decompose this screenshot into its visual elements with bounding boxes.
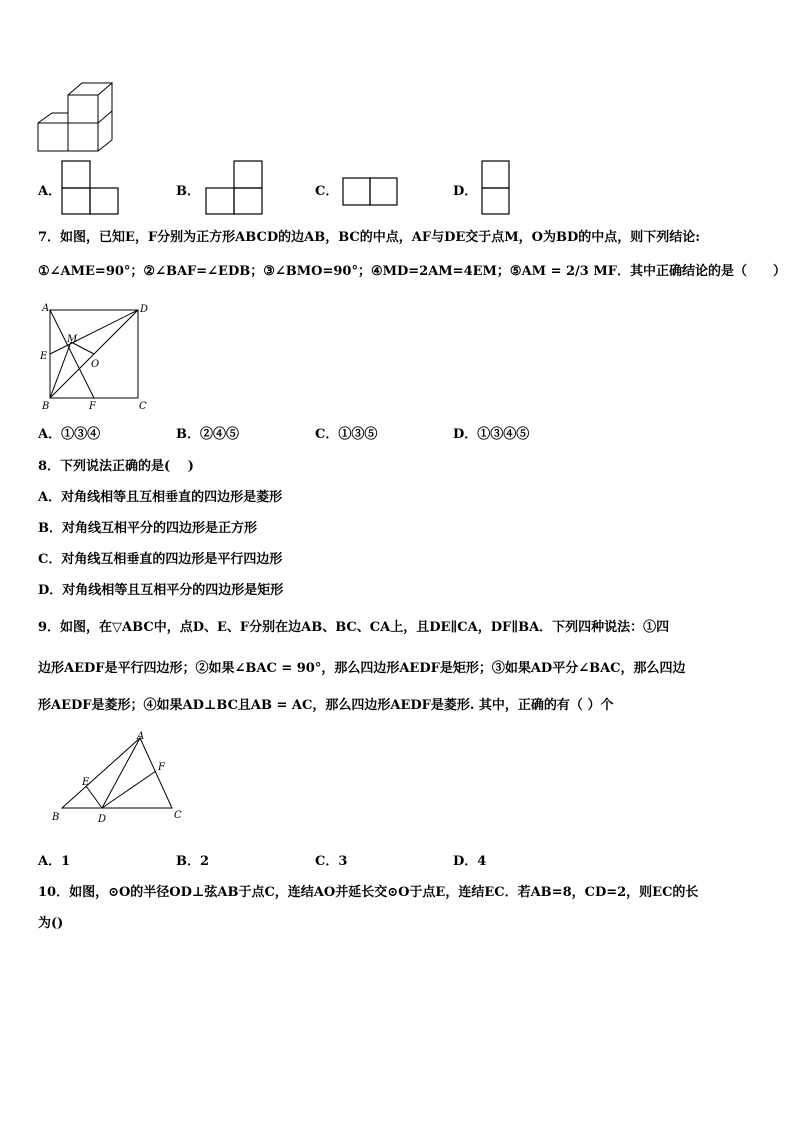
q9-option-a[interactable]: A．1 <box>38 854 71 869</box>
q9-label-c: C <box>174 810 182 821</box>
q6-option-d-label[interactable]: D． <box>453 184 478 199</box>
q6-cube-figure <box>36 80 116 155</box>
q9-label-d: D <box>98 814 107 825</box>
q9-label-f: F <box>158 762 165 773</box>
q9-line2: 边形AEDF是平行四边形；②如果∠BAC = 90°，那么四边形AEDF是矩形；③如果AD平分∠BAC，那么四边 <box>38 661 686 676</box>
q6-option-c-figure <box>342 177 398 207</box>
q7-option-c[interactable]: C．①③⑤ <box>315 427 378 442</box>
q6-option-b-label[interactable]: B． <box>176 184 200 199</box>
q6-option-a-label[interactable]: A． <box>38 184 62 199</box>
q7-label-b: B <box>42 401 50 412</box>
q6-option-b-figure <box>205 160 263 216</box>
q9-triangle-figure <box>48 728 193 828</box>
q8-option-c[interactable]: C．对角线互相垂直的四边形是平行四边形 <box>38 552 283 567</box>
q7-conditions: ①∠AME=90°；②∠BAF=∠EDB；③∠BMO=90°；④MD=2AM=4EM；⑤AM = 2/3 MF．其中正确结论的是（ ） <box>38 264 786 279</box>
q7-label-f: F <box>89 401 96 412</box>
q9-label-e: E <box>82 777 90 788</box>
q10-line1: 10．如图，⊙O的半径OD⊥弦AB于点C，连结AO并延长交⊙O于点E，连结EC．若AB=8，CD=2，则EC的长 <box>38 885 699 900</box>
q7-square-figure <box>36 302 156 414</box>
q9-line1: 9．如图，在▽ABC中，点D、E、F分别在边AB、BC、CA上，且DE∥CA，DF∥BA．下列四种说法：①四 <box>38 620 670 635</box>
q10-line2: 为() <box>38 916 64 931</box>
q9-option-b[interactable]: B．2 <box>176 854 210 869</box>
q9-label-a: A <box>137 731 145 742</box>
q7-option-b[interactable]: B．②④⑤ <box>176 427 239 442</box>
q8-option-b[interactable]: B．对角线互相平分的四边形是正方形 <box>38 521 257 536</box>
q9-label-b: B <box>52 812 60 823</box>
q8-stem: 8．下列说法正确的是( ) <box>38 459 194 474</box>
q7-label-m: M <box>67 334 78 345</box>
q7-stem: 7．如图，已知E，F分别为正方形ABCD的边AB，BC的中点，AF与DE交于点M，O为BD的中点，则下列结论: <box>38 230 701 245</box>
q7-label-d: D <box>140 304 149 315</box>
q9-line3: 形AEDF是菱形；④如果AD⊥BC且AB = AC，那么四边形AEDF是菱形. 其中，正确的有（ ）个 <box>38 698 614 713</box>
q9-option-c[interactable]: C．3 <box>315 854 348 869</box>
q9-option-d[interactable]: D．4 <box>453 854 487 869</box>
q8-option-d[interactable]: D．对角线相等且互相平分的四边形是矩形 <box>38 583 284 598</box>
q7-label-a: A <box>42 303 50 314</box>
q6-option-c-label[interactable]: C． <box>315 184 339 199</box>
q6-option-d-figure <box>481 160 511 216</box>
q7-label-o: O <box>91 359 100 370</box>
q8-option-a[interactable]: A．对角线相等且互相垂直的四边形是菱形 <box>38 490 283 505</box>
q7-option-d[interactable]: D．①③④⑤ <box>453 427 530 442</box>
q7-label-e: E <box>40 351 48 362</box>
q7-label-c: C <box>139 401 147 412</box>
q6-option-a-figure <box>61 160 119 216</box>
q7-option-a[interactable]: A．①③④ <box>38 427 101 442</box>
